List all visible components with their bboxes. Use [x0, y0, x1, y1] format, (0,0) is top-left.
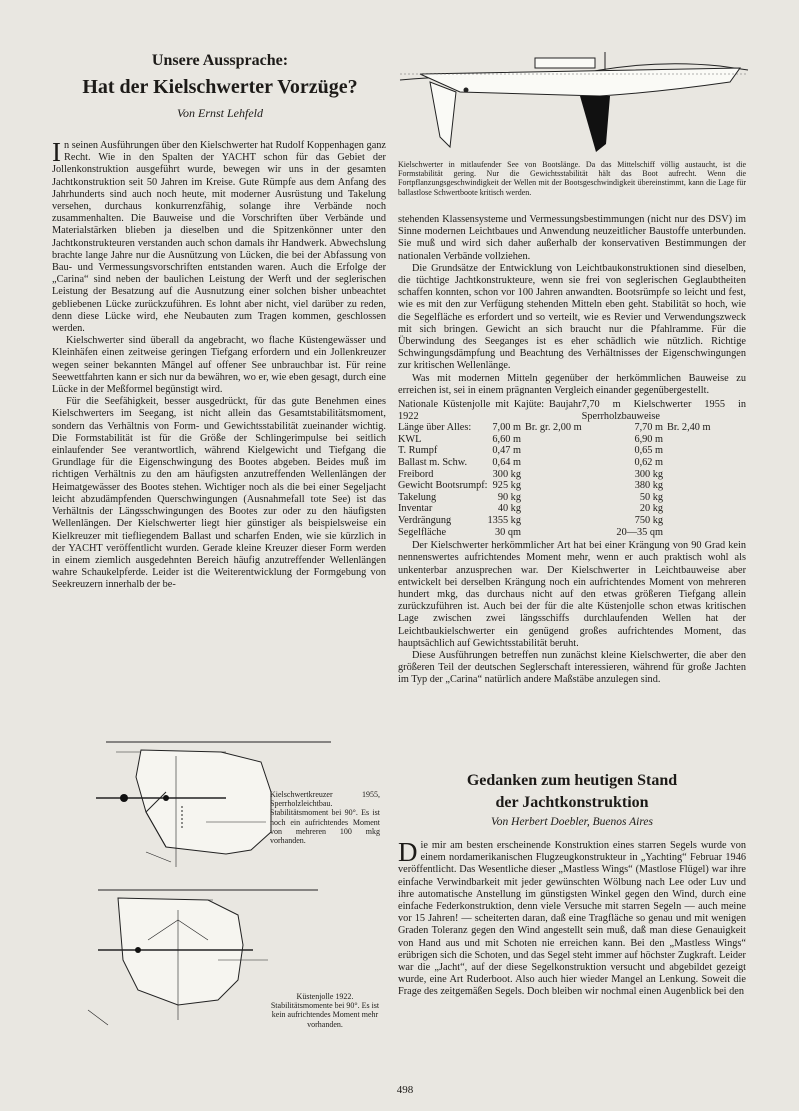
article-author: Von Ernst Lehfeld [177, 106, 263, 120]
article2-paragraph-1: Die mir am besten erscheinende Konstruktion eines starren Segels wurde von einem nordamerikanischen Flugzeugkonstrukteur in „Yachting“ Februar 1946 veröffentlicht. Das Wesentliche dieser „Mastless Wings“ (Mastlose Flügel) war ihre einfache Verwindbarkeit mit jeder gewünschten Wölbung nach Lee oder Luv und ihre automatische Anstellung im günstigsten Winkel gegen den Wind, durch eine einfache Federkonstruktion, denn viele Versuche mit starren Segeln — auch meine vor 15 Jahren! — scheiterten daran, daß eine Tragfläche so genau und mit wenigen Graden Toleranz gegen den Wind angestellt sein muß, daß man diese Genauigkeit von Hand aus und mit Schoten nie erreichen kann. Bei den „Mastless Wings“ erübrigen sich die Schoten, und das Segel steht immer auf höchster Zugkraft. Leider war die „Jacht“, auf der diese Segelkonstruktion versucht und abgebildet gezeigt wurde, eine Art Ruderboot. Also auch hier wieder Mangel an Lenkung. Soweit die Frage des zeitgemäßen Segels. Doch bleiben wir nochmal einen Augenblick bei den [398, 837, 746, 998]
article1-paragraph-3: Für die Seefähigkeit, besser ausgedrückt, für das gute Benehmen eines Kielschwerters im Seegang, ist nicht allein das Gesamtstabilitätsmoment, sondern das Verhältnis von Form- und Gewichtsstabilität zueinander wichtig. Die Formstabilität ist für die Größe der Schlingerimpulse bei seitlich einlaufender See verantwortlich, während Kielgewicht und Tiefgang die Grundlage für die Eigenschwingung des Bootes abgeben. Beides muß im richtigen Verhältnis zu den am häufigsten anzutreffenden Wellenlängen der Heimatgewässer des Bootes stehen. Wichtiger noch als die bei einer Segeljacht leicht abzudämpfenden Querschwingungen (Ausnahmefall tote See) ist das Verhältnis der Längsschwingungen des Bootes zur oder zu den häufigsten Wellenlängen. Der Kielschwerter liegt hier günstiger als beispielsweise ein Kielkreuzer mit tiefliegendem Ballast und scharfen Enden, wie sie kürzlich in der YACHT veröffentlicht wurden. Gerade kleine Kreuzer dieser Form werden in einem ziemlich ausgedehnten Bereich häufig anzutreffender Wellenlängen wahre Schaukelpferde. Leider ist die Weiterentwicklung der Formgebung von Seekreuzern innerhalb der be- [52, 396, 386, 591]
table-cell [663, 457, 746, 469]
table-cell: 7,70 m [634, 422, 664, 434]
table-row [398, 515, 746, 527]
table-cell: 750 kg [634, 514, 664, 526]
table-head-left: Nationale Küstenjolle mit Kajüte: Baujahr 1922 [398, 399, 582, 422]
table-cell [521, 515, 582, 527]
table-cell: Verdrängung [398, 514, 452, 526]
table-cell: 6,90 m [634, 433, 664, 445]
figure-2-caption: Küstenjolle 1922. Stabilitätsmomente bei 90°. Es ist kein aufrichtendes Moment mehr vorhanden. [270, 992, 380, 1029]
table-cell: 1355 kg [487, 514, 521, 526]
article1-paragraph-8: Diese Ausführungen betreffen nun zunächst kleine Kielschwerter, die aber den größeren Teil der deutschen Seglerschaft interessieren, während für große Jachten im Typ der „Carina“ natürlich andere Maßstäbe anzulegen sind. [398, 650, 746, 686]
table-cell [521, 445, 582, 457]
table-cell: 300 kg [492, 468, 521, 480]
table-cell: Segelfläche [398, 526, 447, 538]
article2-author: Von Herbert Doebler, Buenos Aires [491, 816, 653, 828]
table-cell [521, 469, 582, 481]
table-cell: 30 qm [494, 526, 521, 538]
article1-paragraph-1: In seinen Ausführungen über den Kielschwerter hat Rudolf Koppenhagen ganz Recht. Wie in den Spalten der YACHT schon für das Gebiet der Jollenkonstruktion ausgeführt wurde, bewegen wir uns in der gesamten Jachtkonstruktion seit 50 Jahren im Kreise. Gute Rümpfe aus dem Anfang des Jahrhunderts sind auch noch heute, mit moderner Ausrüstung und Takelung versehen, durchaus konkurrenzfähig, solange ihre Verbände noch zusammenhalten. Die Bauweise und die Vorschriften über Verbände und Materialstärken blieben ja dieselben und die Spitzenkönner unter den Jachtkonstrukteuren verstanden auch schon damals ihr Handwerk. Abwechslung brachte lange Jahre nur die Ausnützung von Lücken, die bei der Abfassung von Bau- und Vermessungsvorschriften entstanden waren. Auch die Erfolge der „Carina“ sind neben der baulichen Leistung der Werft und der seglerischen Leistung der Besatzung auf die Ausnutzung einer solchen bisher unbeachtet gebliebenen Lücke zurückzuführen. Es lohnt aber nicht, viel darüber zu reden, denn diese Lücke wird, ehe Neubauten zum Tragen kommen, geschlossen werden. [52, 137, 386, 335]
table-cell [521, 527, 582, 539]
table-row [398, 503, 746, 515]
dropcap: I [52, 137, 61, 167]
table-cell: 0,64 m [492, 457, 521, 469]
table-row [398, 422, 746, 434]
table-cell: 925 kg [492, 480, 521, 492]
table-cell [663, 503, 746, 515]
top-figure-caption: Kielschwerter in mitlaufender See von Bootslänge. Da das Mittelschiff völlig austaucht, ist die Formstabilität gering. Nur die Gewichtsstabilität hält das Boot aufrecht. Wenn die Fortpflanzungsgeschwindigkeit der Wellen mit der Bootsgeschwindigkeit übereinstimmt, kann die Lage für ballastlose Schwertboote kritisch werden. [398, 160, 746, 197]
table-cell [663, 445, 746, 457]
table-cell: Gewicht Bootsrumpf: [398, 480, 488, 492]
article1-paragraph-5: Die Grundsätze der Entwicklung von Leichtbaukonstruktionen sind dieselben, die tüchtige Jachtkonstrukteure, wenn sie frei von seglerischen Geglaubtheiten schaffen konnten, schon vor 100 Jahren anwandten. Bootsrümpfe so leicht und fest, wie es mit den zur Verfügung stehenden Mitteln eben geht. Stabilität so hoch, wie die Segelfläche es erfordert und so verteilt, wie es Revier und Verwendungszweck mit sich bringen. Gewicht an sich braucht nur die Pfahlramme. Für die Überwindung des Seeganges ist es eher schädlich wie nützlich. Richtige Schwingungsdämpfung und Beachtung des Verhältnisses der Eigenschwingungen zur kritischen Wellenlänge. [398, 262, 746, 372]
table-row [398, 527, 746, 539]
comparison-table [398, 399, 746, 538]
table-cell: 90 kg [497, 491, 521, 503]
boat-in-waves-illustration [400, 52, 750, 157]
table-cell: 20—35 qm [616, 526, 664, 538]
article2-column [398, 837, 746, 999]
table-cell [521, 503, 582, 515]
article-kicker: Unsere Aussprache: [151, 52, 289, 69]
table-cell [663, 434, 746, 446]
article-title: Hat der Kielschwerter Vorzüge? [82, 76, 358, 98]
table-cell [521, 434, 582, 446]
table-cell: 0,65 m [634, 445, 664, 457]
figure-1-caption: Kielschwertkreuzer 1955, Sperrholzleichtbau. Stabilitätsmoment bei 90°. Es ist noch ein aufrichtendes Moment von mehreren 100 mkg vorhanden. [270, 790, 380, 846]
article1-column-right [398, 214, 746, 687]
table-head-right: 7,70 m Kielschwerter 1955 in Sperrholzbauweise [581, 399, 746, 422]
table-cell: Länge über Alles: [398, 422, 472, 434]
page-number: 498 [396, 1084, 414, 1096]
article2-title: Gedanken zum heutigen Stand der Jachtkonstruktion [466, 772, 678, 811]
table-cell: T. Rumpf [398, 445, 438, 457]
table-cell [521, 457, 582, 469]
table-cell: 6,60 m [492, 433, 521, 445]
table-cell: Br. 2,40 m [667, 422, 711, 434]
table-cell: Freibord [398, 468, 434, 480]
table-cell: 380 kg [634, 480, 664, 492]
table-row [398, 434, 746, 446]
table-cell: 0,62 m [634, 457, 664, 469]
table-row [398, 480, 746, 492]
table-row [398, 457, 746, 469]
table-cell [663, 480, 746, 492]
article1-paragraph-2: Kielschwerter sind überall da angebracht, wo flache Küstengewässer und Kleinhäfen einen zeitweise geringen Tiefgang erfordern und ein Jollenkreuzer wegen seiner bekannten Mängel auf offener See unbrauchbar ist. Für reine Seewettfahrten kann er sich nur da bewähren, wo er, wie eben gesagt, durch eine Lücke in der Meßformel begünstigt wird. [52, 335, 386, 396]
table-cell: 20 kg [639, 503, 664, 515]
table-cell: 0,47 m [492, 445, 521, 457]
dropcap: D [398, 837, 418, 867]
article1-paragraph-7: Der Kielschwerter herkömmlicher Art hat bei einer Krängung von 90 Grad kein nennenswertes aufrichtendes Moment mehr, wenn er auch praktisch wohl als unkenterbar anzusprechen war. Der Kielschwerter in Leichtbauweise aber entwickelt bei derselben Krängung noch ein aufrichtendes Moment von mehreren hundert mkg, das durchaus nicht auf den etwas größeren Tiefgang allein zurückzuführen ist. Auch bei der für die alte Küstenjolle schon etwas kritischen Lage zwischen zwei längsschiffs durchlaufenden Wellen hat der Leichtbaukielschwerter ein genügend großes aufrichtendes Moment, das hauptsächlich auf Gewichtsstabilität beruht. [398, 540, 746, 649]
table-cell [663, 515, 746, 527]
article1-paragraph-4: stehenden Klassensysteme und Vermessungsbestimmungen (nicht nur des DSV) im Sinne modernen Leichtbaues und Anwendung neuzeitlicher Baustoffe unterbunden. Sie muß und wird sich daher außerhalb der konservativen Bestimmungen der nationalen Verbände vollziehen. [398, 214, 746, 262]
table-cell [521, 492, 582, 504]
table-cell: Inventar [398, 503, 433, 515]
table-row [398, 445, 746, 457]
table-cell: Br. gr. 2,00 m [524, 422, 582, 434]
table-cell: KWL [398, 433, 422, 445]
table-cell: 50 kg [639, 491, 664, 503]
table-cell: 7,00 m [492, 422, 521, 434]
table-cell [521, 480, 582, 492]
article1-column-left [52, 137, 386, 592]
table-cell [663, 469, 746, 481]
table-cell: 300 kg [634, 468, 664, 480]
table-row [398, 469, 746, 481]
table-cell [663, 492, 746, 504]
table-cell: Ballast m. Schw. [398, 457, 468, 469]
table-cell: 40 kg [497, 503, 521, 515]
article1-paragraph-6: Was mit modernen Mitteln gegenüber der herkömmlichen Bauweise zu erreichen ist, sei in einem prägnanten Vergleich einander gegenübergestellt. [398, 372, 746, 396]
table-row [398, 492, 746, 504]
table-cell: Takelung [398, 491, 437, 503]
table-cell [663, 527, 746, 539]
